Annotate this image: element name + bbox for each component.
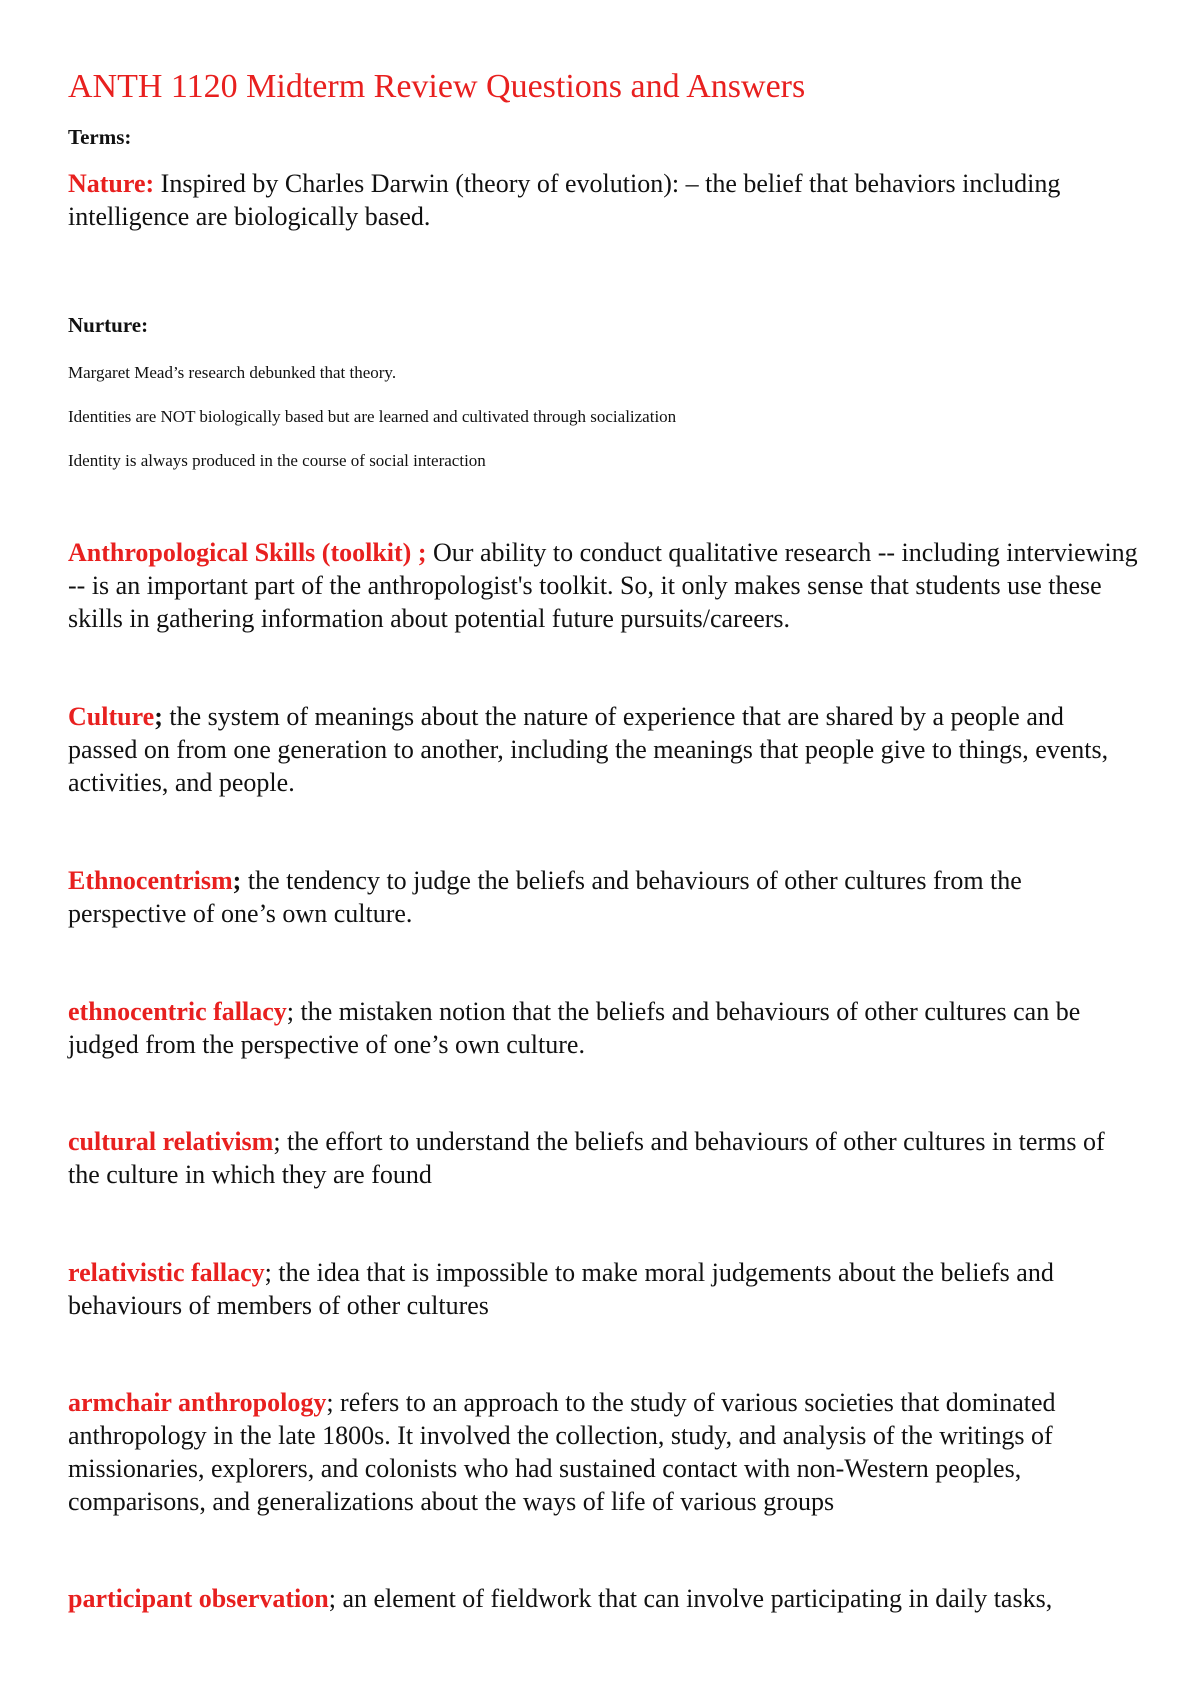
entry-anthropological-skills (68, 536, 1138, 635)
entry-participant-observation (68, 1582, 1138, 1615)
term-label: relativistic fallacy (68, 1258, 265, 1287)
term-label: ethnocentric fallacy (68, 997, 287, 1026)
entry-cultural-relativism (68, 1125, 1138, 1191)
term-separator: ; (232, 866, 242, 895)
term-label: Ethnocentrism (68, 866, 233, 895)
entry-culture (68, 700, 1138, 799)
term-label: armchair anthropology (68, 1388, 327, 1417)
document-title: ANTH 1120 Midterm Review Questions and Answers (68, 68, 806, 105)
term-definition: Inspired by Charles Darwin (theory of evolution): – the belief that behaviors including intelligence are biologically based. (68, 169, 1061, 231)
nurture-heading: Nurture: (68, 313, 149, 337)
term-definition: the tendency to judge the beliefs and behaviours of other cultures from the perspective of one’s own culture. (68, 866, 1022, 928)
term-definition: ; the mistaken notion that the beliefs and behaviours of other cultures can be judged from the perspective of one’s own culture. (68, 997, 1081, 1059)
term-label: cultural relativism (68, 1127, 274, 1156)
term-label: Anthropological Skills (toolkit) ; (68, 538, 427, 567)
term-separator: ; (154, 702, 163, 731)
nurture-line: Margaret Mead’s research debunked that theory. (68, 363, 397, 382)
entry-ethnocentrism (68, 864, 1138, 930)
term-definition: ; the idea that is impossible to make moral judgements about the beliefs and behaviours of members of other cultures (68, 1258, 1054, 1320)
term-label: Nature: (68, 169, 155, 198)
entry-relativistic-fallacy (68, 1256, 1138, 1322)
term-label: participant observation (68, 1584, 329, 1613)
nurture-line: Identity is always produced in the course of social interaction (68, 451, 486, 470)
terms-heading: Terms: (68, 125, 132, 149)
term-label: Culture (68, 702, 155, 731)
term-definition: ; an element of fieldwork that can involve participating in daily tasks, (328, 1584, 1053, 1613)
entry-armchair-anthropology (68, 1386, 1138, 1518)
entry-ethnocentric-fallacy (68, 995, 1138, 1061)
entry-nature (68, 167, 1138, 233)
term-definition: ; refers to an approach to the study of various societies that dominated anthropology in the late 1800s. It involved the collection, study, and analysis of the writings of missionaries, explorers, and colonists who had sustained contact with non-Western peoples, comparisons, and generalizations about the ways of life of various groups (68, 1388, 1056, 1516)
nurture-line: Identities are NOT biologically based but are learned and cultivated through socialization (68, 407, 677, 426)
term-definition: ; the effort to understand the beliefs and behaviours of other cultures in terms of the culture in which they are found (68, 1127, 1105, 1189)
term-definition: Our ability to conduct qualitative research -- including interviewing -- is an important part of the anthropologist's toolkit. So, it only makes sense that students use these skills in gathering information about potential future pursuits/careers. (68, 538, 1138, 633)
term-definition: the system of meanings about the nature of experience that are shared by a people and passed on from one generation to another, including the meanings that people give to things, events, activities, and people. (68, 702, 1109, 797)
